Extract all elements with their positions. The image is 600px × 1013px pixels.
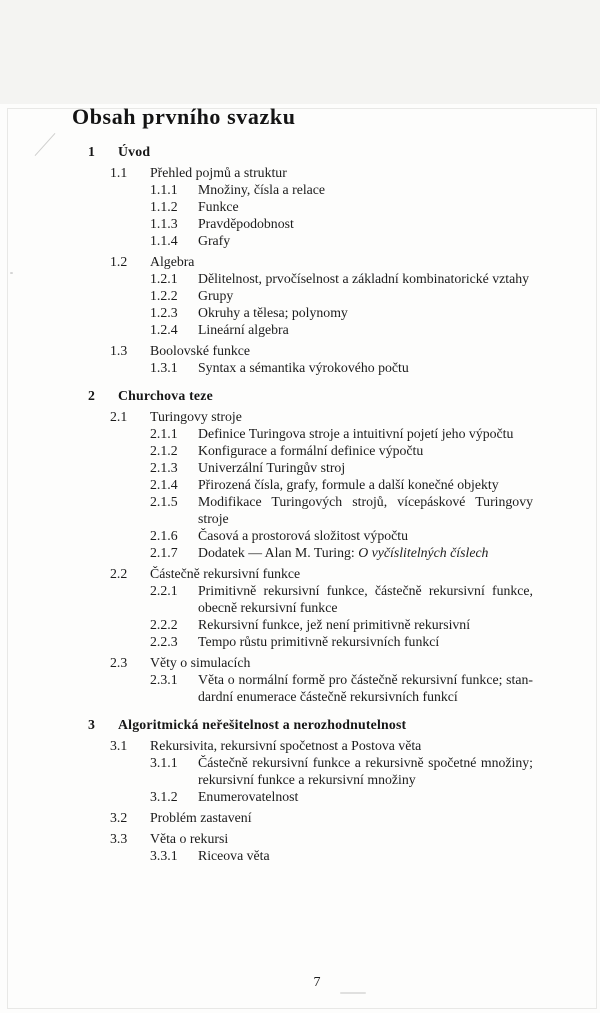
entry-number: 2.1.5 [150, 494, 178, 509]
chapter-title: Úvod [118, 144, 151, 159]
entry-line [150, 809, 533, 826]
text-run: Tempo růstu primitivně rekursivních funkcí [198, 634, 440, 649]
entry-number: 2.2.1 [150, 583, 178, 598]
smudge-artifact [340, 992, 366, 994]
entry-number: 1.2.3 [150, 305, 178, 320]
entry-number: 1.1.1 [150, 182, 178, 197]
text-run: Grupy [198, 288, 234, 303]
text-run: dardní enumerace částečně rekursivních funkcí [198, 689, 458, 704]
chapter-title: Churchova teze [118, 388, 213, 403]
entry-number: 1.3.1 [150, 360, 178, 375]
page-title: Obsah prvního svazku [72, 104, 296, 129]
entry-line [198, 287, 533, 304]
entry-text [198, 754, 533, 788]
entry-line [150, 164, 533, 181]
entry-text [150, 253, 533, 270]
entry-text [198, 181, 533, 198]
entry-text [198, 847, 533, 864]
entry-line [198, 633, 533, 650]
entry-number: 2.1.2 [150, 443, 178, 458]
entry-text [198, 493, 533, 527]
entry-number: 2.2.2 [150, 617, 178, 632]
entry-text [198, 633, 533, 650]
toc-entry [150, 493, 600, 527]
entry-line [198, 493, 533, 510]
entry-number: 3.3.1 [150, 848, 178, 863]
entry-number: 3.3 [110, 831, 128, 846]
entry-line [198, 754, 533, 771]
entry-text [198, 671, 533, 705]
toc-entry [110, 253, 600, 270]
entry-text [198, 232, 533, 249]
entry-text [150, 164, 533, 181]
entry-number: 1.1.4 [150, 233, 178, 248]
entry-text [198, 459, 533, 476]
entry-line [150, 654, 533, 671]
text-run: Algebra [150, 254, 195, 269]
entry-line [198, 270, 533, 287]
italic-run: O vyčíslitelných číslech [358, 545, 489, 560]
entry-number: 2.1.7 [150, 545, 178, 560]
toc-entry [150, 476, 600, 493]
toc-entry [150, 616, 600, 633]
entry-number: 1.2.1 [150, 271, 178, 286]
entry-number: 3.1 [110, 738, 128, 753]
entry-line [150, 408, 533, 425]
toc-entry [110, 830, 600, 847]
text-run: Věta o normální formě pro částečně rekursivní funkce; stan- [198, 672, 533, 687]
entry-line [198, 599, 533, 616]
entry-text [198, 788, 533, 805]
toc-entry [150, 633, 600, 650]
entry-line [198, 616, 533, 633]
entry-line [198, 788, 533, 805]
entry-number: 1.3 [110, 343, 128, 358]
entry-number: 1.1.2 [150, 199, 178, 214]
toc [0, 143, 600, 864]
entry-number: 3.2 [110, 810, 128, 825]
text-run: obecně rekursivní funkce [198, 600, 338, 615]
entry-number: 3.1.1 [150, 755, 178, 770]
entry-text [198, 287, 533, 304]
text-run: Rekursivní funkce, jež není primitivně rekursivní [198, 617, 471, 632]
entry-line [198, 321, 533, 338]
scanned-page [0, 104, 600, 1013]
toc-entry [110, 809, 600, 826]
entry-number: 2.1 [110, 409, 128, 424]
toc-entry [110, 654, 600, 671]
entry-text [198, 321, 533, 338]
entry-number: 2.3.1 [150, 672, 178, 687]
text-run: Syntax a sémantika výrokového počtu [198, 360, 409, 375]
entry-line [150, 737, 533, 754]
text-run: Primitivně rekursivní funkce, částečně rekursivní funkce, [198, 583, 533, 598]
text-run: Dodatek — Alan M. Turing: [198, 545, 359, 560]
entry-number: 2.3 [110, 655, 128, 670]
text-run: Turingovy stroje [150, 409, 242, 424]
toc-entry [150, 181, 600, 198]
text-run: Modifikace Turingových strojů, vícepáskové Turingovy [198, 494, 533, 509]
entry-text [198, 616, 533, 633]
text-run: Věta o rekursi [150, 831, 229, 846]
toc-entry [150, 754, 600, 788]
entry-line [198, 771, 533, 788]
text-run: Věty o simulacích [150, 655, 251, 670]
toc-entry [150, 788, 600, 805]
entry-line [198, 232, 533, 249]
toc-entry [150, 527, 600, 544]
toc-entry [150, 847, 600, 864]
toc-entry [110, 737, 600, 754]
toc-chapter-heading [88, 143, 600, 160]
entry-text [198, 476, 533, 493]
entry-number: 2.1.6 [150, 528, 178, 543]
toc-entry [150, 544, 600, 561]
text-run: stroje [198, 511, 229, 526]
toc-entry [150, 321, 600, 338]
entry-line [198, 181, 533, 198]
entry-line [198, 671, 533, 688]
entry-line [150, 342, 533, 359]
entry-text [150, 737, 533, 754]
entry-line [198, 847, 533, 864]
entry-line [198, 688, 533, 705]
entry-text [198, 544, 533, 561]
entry-text [150, 654, 533, 671]
toc-entry [110, 164, 600, 181]
toc-entry [150, 359, 600, 376]
entry-text [198, 527, 533, 544]
text-run: Částečně rekursivní funkce [150, 566, 301, 581]
text-run: Univerzální Turingův stroj [198, 460, 346, 475]
entry-line [198, 425, 533, 442]
toc-entry [150, 270, 600, 287]
entry-line [150, 565, 533, 582]
text-run: Dělitelnost, prvočíselnost a základní kombinatorické vztahy [198, 271, 530, 286]
chapter-number: 2 [88, 388, 95, 403]
text-run: Boolovské funkce [150, 343, 251, 358]
toc-entry [150, 582, 600, 616]
text-run: Riceova věta [198, 848, 270, 863]
toc-chapter-heading [88, 716, 600, 733]
entry-text [150, 342, 533, 359]
entry-text [198, 582, 533, 616]
toc-entry [110, 565, 600, 582]
text-run: Grafy [198, 233, 231, 248]
entry-line [150, 830, 533, 847]
entry-line [198, 476, 533, 493]
entry-line [198, 527, 533, 544]
text-run: Enumerovatelnost [198, 789, 299, 804]
toc-entry [150, 198, 600, 215]
text-run: Lineární algebra [198, 322, 289, 337]
entry-number: 2.1.1 [150, 426, 178, 441]
toc-entry [150, 304, 600, 321]
text-run: Pravděpodobnost [198, 216, 294, 231]
text-run: Problém zastavení [150, 810, 252, 825]
text-run: Časová a prostorová složitost výpočtu [198, 528, 408, 543]
dot-artifact [10, 272, 13, 274]
text-run: Částečně rekursivní funkce a rekursivně spočetné množiny; [198, 755, 533, 770]
entry-number: 3.1.2 [150, 789, 178, 804]
text-run: Přirozená čísla, grafy, formule a další konečné objekty [198, 477, 499, 492]
text-run: Množiny, čísla a relace [198, 182, 326, 197]
entry-line [198, 215, 533, 232]
chapter-number: 3 [88, 717, 95, 732]
entry-line [198, 459, 533, 476]
entry-text [150, 408, 533, 425]
entry-text [198, 442, 533, 459]
toc-entry [150, 215, 600, 232]
entry-text [150, 830, 533, 847]
entry-text [198, 270, 533, 287]
chapter-number: 1 [88, 144, 95, 159]
entry-text [198, 215, 533, 232]
entry-line [198, 359, 533, 376]
toc-entry [150, 459, 600, 476]
entry-line [198, 510, 533, 527]
entry-text [198, 359, 533, 376]
entry-line [198, 442, 533, 459]
toc-entry [110, 408, 600, 425]
entry-number: 1.1.3 [150, 216, 178, 231]
entry-text [198, 304, 533, 321]
entry-number: 2.1.4 [150, 477, 178, 492]
chapter-title: Algoritmická neřešitelnost a nerozhodnutelnost [118, 717, 407, 732]
entry-number: 2.2.3 [150, 634, 178, 649]
toc-entry [150, 671, 600, 705]
text-run: rekursivní funkce a rekursivní množiny [198, 772, 416, 787]
entry-number: 1.2 [110, 254, 128, 269]
toc-entry [150, 442, 600, 459]
toc-entry [150, 425, 600, 442]
entry-text [150, 809, 533, 826]
entry-text [198, 425, 533, 442]
text-run: Přehled pojmů a struktur [150, 165, 287, 180]
text-run: Okruhy a tělesa; polynomy [198, 305, 348, 320]
entry-number: 1.1 [110, 165, 128, 180]
toc-entry [150, 232, 600, 249]
toc-entry [150, 287, 600, 304]
text-run: Konfigurace a formální definice výpočtu [198, 443, 424, 458]
entry-line [150, 253, 533, 270]
entry-line [198, 198, 533, 215]
text-run: Rekursivita, rekursivní spočetnost a Postova věta [150, 738, 422, 753]
entry-line [198, 544, 533, 561]
entry-line [198, 582, 533, 599]
toc-chapter-heading [88, 387, 600, 404]
entry-line [198, 304, 533, 321]
text-run: Funkce [198, 199, 239, 214]
entry-number: 1.2.2 [150, 288, 178, 303]
text-run: Definice Turingova stroje a intuitivní pojetí jeho výpočtu [198, 426, 514, 441]
entry-number: 2.2 [110, 566, 128, 581]
entry-text [150, 565, 533, 582]
entry-text [198, 198, 533, 215]
page-number: 7 [313, 975, 321, 990]
entry-number: 1.2.4 [150, 322, 178, 337]
entry-number: 2.1.3 [150, 460, 178, 475]
toc-entry [110, 342, 600, 359]
